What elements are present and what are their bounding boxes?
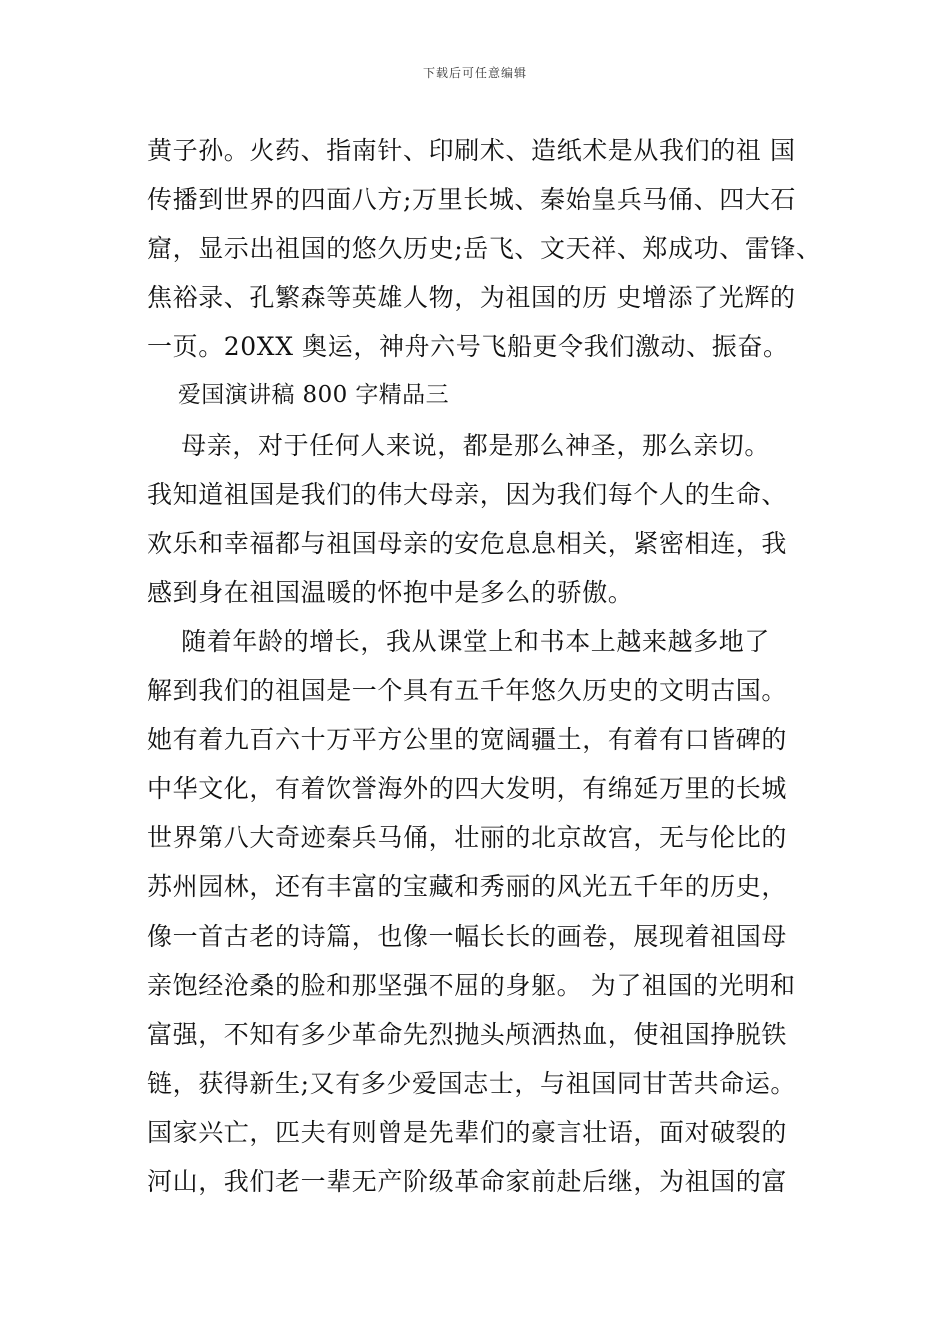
text-line: 黄子孙。火药、指南针、印刷术、造纸术是从我们的祖 国 xyxy=(147,136,796,165)
document-body xyxy=(147,126,847,1206)
text-line: 感到身在祖国温暖的怀抱中是多么的骄傲。 xyxy=(147,577,634,607)
text-line: 随着年龄的增长，我从课堂上和书本上越来越多地了 xyxy=(147,626,770,656)
text-line: 母亲，对于任何人来说，都是那么神圣，那么亲切。 xyxy=(147,430,770,460)
text-line: 解到我们的祖国是一个具有五千年悠久历史的文明古国。 xyxy=(147,676,788,706)
text-line: 中华文化，有着饮誉海外的四大发明，有绵延万里的长城 xyxy=(147,774,788,804)
text-line: 国家兴亡，匹夫有则曾是先辈们的豪言壮语，面对破裂的 xyxy=(147,1117,788,1147)
text-line: 世界第八大奇迹秦兵马俑，壮丽的北京故宫，无与伦比的 xyxy=(147,823,788,853)
text-line: 像一首古老的诗篇，也像一幅长长的画卷，展现着祖国母 xyxy=(147,921,788,951)
text-line: 富强，不知有多少革命先烈抛头颅洒热血，使祖国挣脱铁 xyxy=(147,1019,788,1049)
text-line: 亲饱经沧桑的脸和那坚强不屈的身躯。 为了祖国的光明和 xyxy=(147,970,796,1000)
text-line: 欢乐和幸福都与祖国母亲的安危息息相关，紧密相连，我 xyxy=(147,528,788,558)
text-line: 我知道祖国是我们的伟大母亲，因为我们每个人的生命、 xyxy=(147,479,788,509)
page-header: 下载后可任意编辑 xyxy=(422,66,527,80)
text-line: 链，获得新生;又有多少爱国志士，与祖国同甘苦共命运。 xyxy=(147,1068,797,1098)
text-line: 窟，显示出祖国的悠久历史;岳飞、文天祥、郑成功、雷锋、 xyxy=(147,234,822,264)
section-heading: 爱国演讲稿 800 字精品三 xyxy=(147,382,449,409)
text-line: 焦裕录、孔繁森等英雄人物，为祖国的历 史增添了光辉的 xyxy=(147,283,796,313)
text-line: 她有着九百六十万平方公里的宽阔疆土，有着有口皆碑的 xyxy=(147,725,788,755)
text-line: 苏州园林，还有丰富的宝藏和秀丽的风光五千年的历史， xyxy=(147,872,788,902)
text-line: 传播到世界的四面八方;万里长城、秦始皇兵马俑、四大石 xyxy=(147,185,797,215)
text-line: 河山，我们老一辈无产阶级革命家前赴后继，为祖国的富 xyxy=(147,1166,788,1196)
text-line: 一页。20XX 奥运，神舟六号飞船更令我们激动、振奋。 xyxy=(147,332,789,362)
